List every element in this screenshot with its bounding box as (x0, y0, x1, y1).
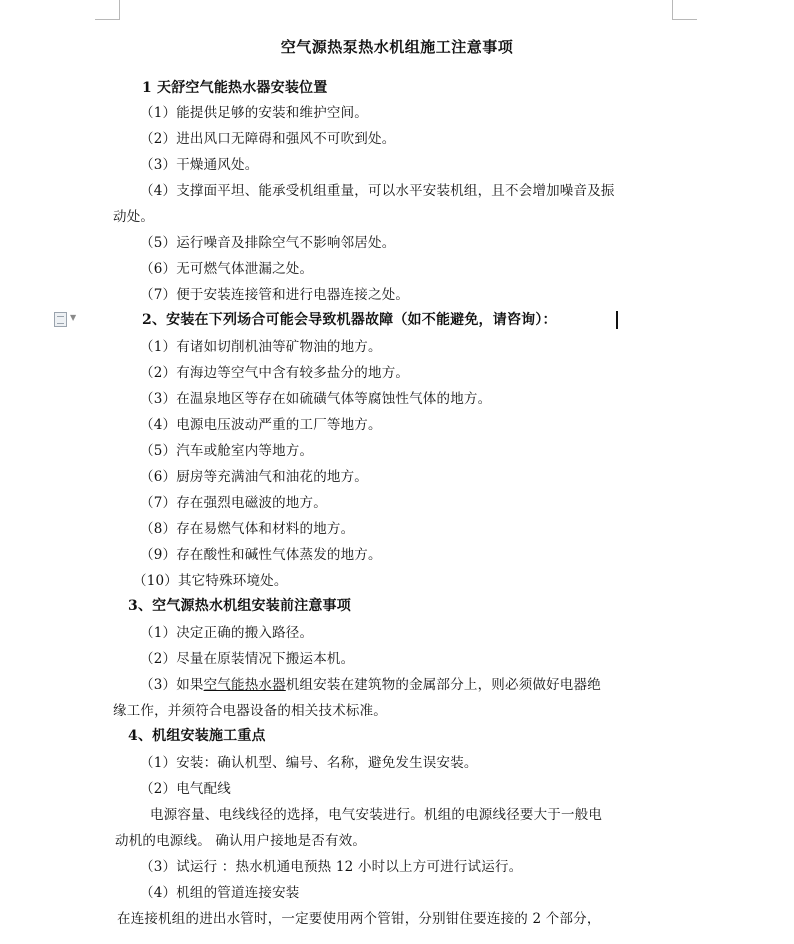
paragraph-text: 机组安装在建筑物的金属部分上，则必须做好电器绝 (285, 677, 601, 693)
section-heading: 4、机组安装施工重点 (128, 728, 266, 744)
paragraph-line: 缘工作，并须符合电器设备的相关技术标准。 (113, 703, 387, 719)
paragraph-line (140, 675, 601, 695)
paragraph-line: （3）试运行 ：热水机通电预热 12 小时以上方可进行试运行。 (140, 859, 523, 875)
margin-corner-mark (672, 0, 697, 20)
paragraph-line: 动机的电源线。 确认用户接地是否有效。 (115, 833, 367, 849)
paragraph-line: （10）其它特殊环境处。 (133, 573, 288, 589)
paragraph-line: （4）电源电压波动严重的工厂等地方。 (140, 417, 382, 433)
paragraph-line: （3）在温泉地区等存在如硫磺气体等腐蚀性气体的地方。 (140, 391, 492, 407)
paragraph-line: （1）有诸如切削机油等矿物油的地方。 (140, 339, 382, 355)
text-cursor (616, 311, 618, 329)
chevron-down-icon[interactable]: ▼ (70, 313, 77, 322)
paragraph-line: （2）进出风口无障碍和强风不可吹到处。 (140, 131, 396, 147)
paragraph-line: （4）支撑面平坦、能承受机组重量，可以水平安装机组，且不会增加噪音及振 (140, 183, 615, 199)
paragraph-line: （2）尽量在原装情况下搬运本机。 (140, 651, 355, 667)
paragraph-line: （5）汽车或舱室内等地方。 (140, 443, 314, 459)
paragraph-text: （3）如果 (140, 677, 204, 693)
paragraph-line: （1）安装：确认机型、编号、名称，避免发生误安装。 (140, 755, 478, 771)
paragraph-line: （2）有海边等空气中含有较多盐分的地方。 (140, 365, 410, 381)
paragraph-line: （9）存在酸性和碱性气体蒸发的地方。 (140, 547, 382, 563)
paragraph-line: （7）存在强烈电磁波的地方。 (140, 495, 327, 511)
paragraph-line: （1）能提供足够的安装和维护空间。 (140, 105, 368, 121)
paragraph-line: （2）电气配线 (140, 781, 231, 797)
paragraph-line: （1）决定正确的搬入路径。 (140, 625, 314, 641)
paragraph-line: （7）便于安装连接管和进行电器连接之处。 (140, 287, 410, 303)
paragraph-line: 在连接机组的进出水管时，一定要使用两个管钳，分别钳住要连接的 2 个部分， (117, 911, 601, 927)
document-title: 空气源热泵热水机组施工注意事项 (280, 38, 514, 56)
paragraph-line: （3）干燥通风处。 (140, 157, 259, 173)
section-heading: 3、空气源热水机组安装前注意事项 (128, 598, 351, 614)
paragraph-line: （8）存在易燃气体和材料的地方。 (140, 521, 355, 537)
margin-corner-mark (95, 0, 120, 20)
paragraph-line: （6）无可燃气体泄漏之处。 (140, 261, 314, 277)
section-heading: 1 天舒空气能热水器安装位置 (142, 80, 328, 96)
section-heading: 2、安装在下列场合可能会导致机器故障（如不能避免，请咨询）： (142, 312, 557, 328)
paragraph-line: （4）机组的管道连接安装 (140, 885, 300, 901)
hyperlink-keyword[interactable]: 空气能热水器 (203, 677, 286, 693)
paragraph-line: 动处。 (113, 209, 155, 225)
paragraph-line: 电源容量、电线线径的选择，电气安装进行。机组的电源线径要大于一般电 (150, 807, 603, 823)
paragraph-line: （6）厨房等充满油气和油花的地方。 (140, 469, 368, 485)
paragraph-line: （5）运行噪音及排除空气不影响邻居处。 (140, 235, 396, 251)
paragraph-layout-icon[interactable] (54, 312, 67, 327)
